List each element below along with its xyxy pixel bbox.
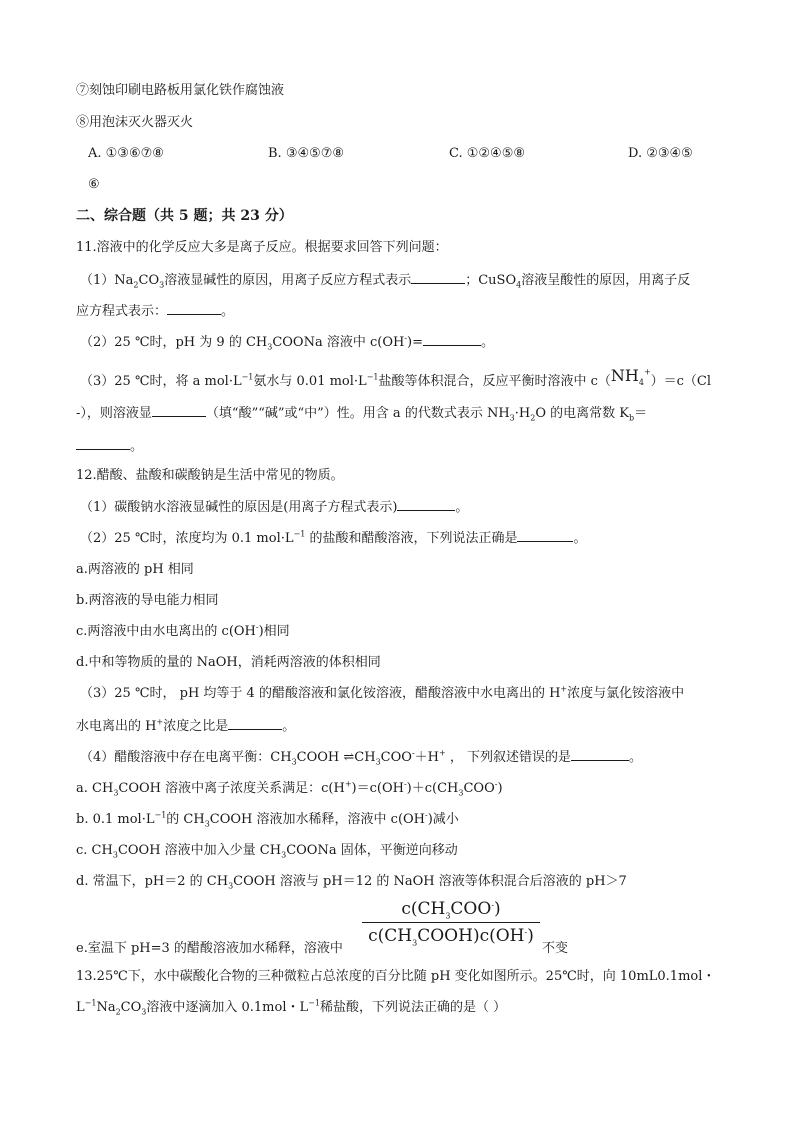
fraction-numerator: $c(CH_3COO^-)$	[401, 899, 501, 921]
answer-blank[interactable]	[228, 717, 282, 730]
q12-part4: （4）醋酸溶液中存在电离平衡：$CH_3COOH$ $\rightleftharpoons CH_3COO^-+H^+$ ， 下列叙述错误的是 。	[80, 748, 642, 767]
q12-statement-e: e.室温下 pH=3 的醋酸溶液加水稀释，溶液中	[76, 941, 343, 956]
answer-blank[interactable]	[517, 529, 573, 542]
q12-choice-c: c.两溶液中由水电离出的 c(OH-)相同	[76, 622, 290, 639]
q12-statement-c: c. $CH_3COOH$ 溶液中加入少量 $CH_3COONa$ 固体，平衡逆向移动	[76, 843, 458, 860]
q11-part1: $(1)Na_2CO_3$溶液显碱性的原因，用离子反应方程式表示 ；CuSO$_4$溶液呈酸性的原因，用离子反	[80, 273, 691, 290]
q12-stem: 12.醋酸、盐酸和碳酸钠是生活中常见的物质。	[76, 468, 344, 483]
q11-part3-cont: -），则溶液显 （填“酸”“碱”或“中”）性。用含 a 的代数式表示 $NH_3\cdot H_2O$ 的电离常数 $K_b=$	[76, 406, 648, 423]
statement-8: ⑧用泡沫灭火器灭火	[76, 115, 194, 130]
answer-blank[interactable]	[167, 302, 221, 315]
q12-choice-d: d.中和等物质的量的 NaOH，消耗两溶液的体积相同	[76, 655, 381, 670]
q11-part3-end: 。	[76, 437, 143, 456]
q11-stem: 11.溶液中的化学反应大多是离子反应。根据要求回答下列问题：	[76, 240, 448, 255]
answer-blank[interactable]	[152, 404, 206, 417]
q11-part1-cont: 应方程式表示： 。	[76, 304, 235, 319]
section-heading: 二、综合题（共 5 题；共 23 分）	[76, 208, 293, 224]
option-c[interactable]: C. ①②④⑤⑧	[449, 146, 526, 161]
q13-stem: 13.25℃下，水中碳酸化合物的三种微粒占总浓度的百分比随 pH 变化如图所示。25℃时，向 10mL0.1mol・	[76, 969, 716, 984]
q12-choice-b: b.两溶液的导电能力相同	[76, 593, 219, 608]
q12-part3: （3）25 ℃时， pH 均等于 4 的醋酸溶液和氯化铵溶液，醋酸溶液中水电离出的 H+浓度与氯化铵溶液中	[80, 684, 685, 701]
q12-statement-d: d. 常温下，pH＝2 的 $CH_3COOH$ 溶液与 pH＝12 的 NaOH 溶液等体积混合后溶液的 pH＞7	[76, 874, 627, 891]
q11-part2: （2）25 ℃时，pH 为 9 的 $CH_3COONa$ 溶液中 c(OH-)= 。	[80, 333, 495, 352]
q12-statement-a: a. $CH_3COOH$ 溶液中离子浓度关系满足：$c(H^+)=c(OH^-)+c(CH_3COO^-)$	[76, 779, 503, 798]
q12-choice-a: a.两溶液的 pH 相同	[76, 562, 194, 577]
answer-blank[interactable]	[423, 333, 481, 346]
q12-part2: （2）25 ℃时，浓度均为 0.1 $mol\cdot L^{-1}$ 的盐酸和醋酸溶液，下列说法正确是 。	[80, 529, 587, 546]
q11-part3: （3）25 ℃时，将 a $mol\cdot L^{-1}$氨水与 0.01 $mol\cdot L^{-1}$盐酸等体积混合，反应平衡时溶液中 $c(NH_4^+)=c(Cl$	[80, 366, 712, 389]
fraction-denominator: $c(CH_3COOH)c(OH^-)$	[368, 926, 534, 948]
q12-statement-e-end: 不变	[542, 941, 569, 956]
q12-statement-b: b. 0.1 $mol\cdot L^{-1}$的 $CH_3COOH$ 溶液加水稀释，溶液中 c(OH-)减小	[76, 810, 459, 829]
concentration-ratio-fraction	[360, 896, 542, 949]
statement-7: ⑦刻蚀印刷电路板用氯化铁作腐蚀液	[76, 83, 285, 98]
answer-blank[interactable]	[571, 748, 629, 761]
option-a[interactable]: A. ①③⑥⑦⑧	[88, 146, 164, 161]
answer-blank[interactable]	[411, 271, 465, 284]
q12-part3-cont: 水电离出的 H+浓度之比是 。	[76, 717, 296, 734]
q12-part1: （1）碳酸钠水溶液显碱性的原因是(用离子方程式表示) 。	[80, 500, 469, 515]
ammonium-ion: $NH_4^+$	[610, 366, 651, 388]
option-d[interactable]: D. ②③④⑤	[628, 146, 693, 161]
q13-stem-cont: $L^{-1}Na_2CO_3$溶液中逐滴加入 0.1mol・$L^{-1}$稀盐酸，下列说法正确的是（ ）	[76, 998, 507, 1017]
answer-blank[interactable]	[76, 437, 130, 450]
option-b[interactable]: B. ③④⑤⑦⑧	[268, 146, 345, 161]
option-d-continued: ⑥	[88, 177, 100, 192]
answer-blank[interactable]	[397, 498, 455, 511]
